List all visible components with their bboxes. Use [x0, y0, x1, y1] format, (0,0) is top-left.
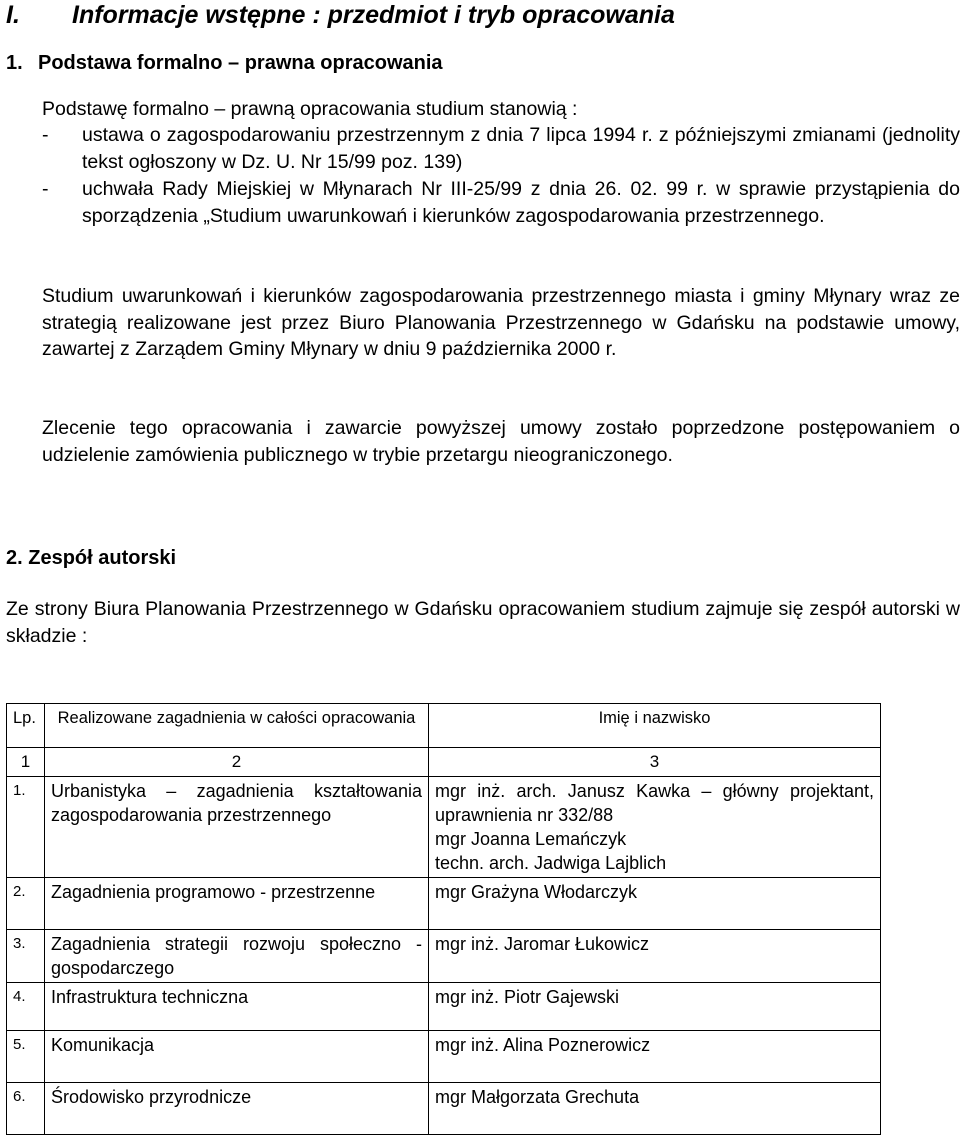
table-column-numbers — [7, 748, 881, 777]
bullet-item — [42, 122, 960, 175]
bullet-dash: - — [42, 124, 49, 146]
header-lp: Lp. — [7, 704, 45, 748]
column-number: 2 — [45, 748, 429, 777]
row-topic: Komunikacja — [45, 1031, 429, 1083]
column-number: 1 — [7, 748, 45, 777]
paragraph-tender: Zlecenie tego opracowania i zawarcie powyższej umowy zostało poprzedzone postępowaniem o udzielenie zamówienia publicznego w trybie przetargu nieograniczonego. — [42, 417, 960, 466]
row-topic: Infrastruktura techniczna — [45, 983, 429, 1031]
author-name: mgr inż. Jaromar Łukowicz — [429, 930, 881, 983]
row-authors — [429, 777, 881, 878]
header-name: Imię i nazwisko — [429, 704, 881, 748]
section-1-number: 1. — [6, 52, 23, 74]
section-i-heading — [6, 0, 675, 30]
table-row — [7, 930, 881, 983]
row-topic: Urbanistyka – zagadnienia kształtowania zagospodarowania przestrzennego — [45, 777, 429, 878]
row-topic: Środowisko przyrodnicze — [45, 1083, 429, 1135]
bullet-text: ustawa o zagospodarowaniu przestrzennym z dnia 7 lipca 1994 r. z późniejszymi zmianami (jednolity tekst ogłoszony w Dz. U. Nr 15/99 poz. 139) — [82, 124, 960, 173]
author-name: mgr Małgorzata Grechuta — [429, 1083, 881, 1135]
author-name: mgr inż. arch. Janusz Kawka – główny projektant, uprawnienia nr 332/88 — [435, 781, 874, 825]
table-row — [7, 983, 881, 1031]
section-i-number: I. — [6, 1, 20, 29]
table-row — [7, 1031, 881, 1083]
author-name: mgr Joanna Lemańczyk — [435, 829, 627, 849]
row-lp: 5. — [7, 1031, 45, 1083]
table-row — [7, 878, 881, 930]
author-name: mgr inż. Piotr Gajewski — [429, 983, 881, 1031]
table-row — [7, 1083, 881, 1135]
row-lp: 4. — [7, 983, 45, 1031]
section-2-heading: 2. Zespół autorski — [6, 547, 177, 569]
author-name: mgr inż. Alina Poznerowicz — [429, 1031, 881, 1083]
bullet-text: uchwała Rady Miejskiej w Młynarach Nr III-25/99 z dnia 26. 02. 99 r. w sprawie przystąpienia do sporządzenia „Studium uwarunkowań i kierunków zagospodarowania przestrzennego. — [82, 178, 960, 227]
row-lp: 2. — [7, 878, 45, 930]
column-number: 3 — [429, 748, 881, 777]
row-lp: 6. — [7, 1083, 45, 1135]
bullet-item — [42, 176, 960, 229]
table-header-row — [7, 704, 881, 748]
row-lp: 1. — [7, 777, 45, 878]
header-topic: Realizowane zagadnienia w całości opracowania — [45, 704, 429, 748]
section-i-title: Informacje wstępne : przedmiot i tryb opracowania — [72, 1, 675, 29]
author-name: mgr Grażyna Włodarczyk — [429, 878, 881, 930]
row-topic: Zagadnienia strategii rozwoju społeczno - gospodarczego — [45, 930, 429, 983]
bullet-dash: - — [42, 178, 49, 200]
author-name: techn. arch. Jadwiga Lajblich — [435, 853, 667, 873]
paragraph-team: Ze strony Biura Planowania Przestrzennego w Gdańsku opracowaniem studium zajmuje się zespół autorski w składzie : — [6, 598, 960, 647]
section-1-title: Podstawa formalno – prawna opracowania — [38, 52, 443, 74]
intro-text: Podstawę formalno – prawną opracowania studium stanowią : — [42, 98, 578, 120]
row-topic: Zagadnienia programowo - przestrzenne — [45, 878, 429, 930]
row-lp: 3. — [7, 930, 45, 983]
paragraph-study: Studium uwarunkowań i kierunków zagospodarowania przestrzennego miasta i gminy Młynary wraz ze strategią realizowane jest przez Biuro Planowania Przestrzennego w Gdańsku na podstawie umowy, zawartej z Zarządem Gminy Młynary w dniu 9 października 2000 r. — [42, 285, 960, 360]
section-1-heading — [6, 51, 443, 75]
authors-table — [6, 703, 881, 1135]
table-row — [7, 777, 881, 878]
